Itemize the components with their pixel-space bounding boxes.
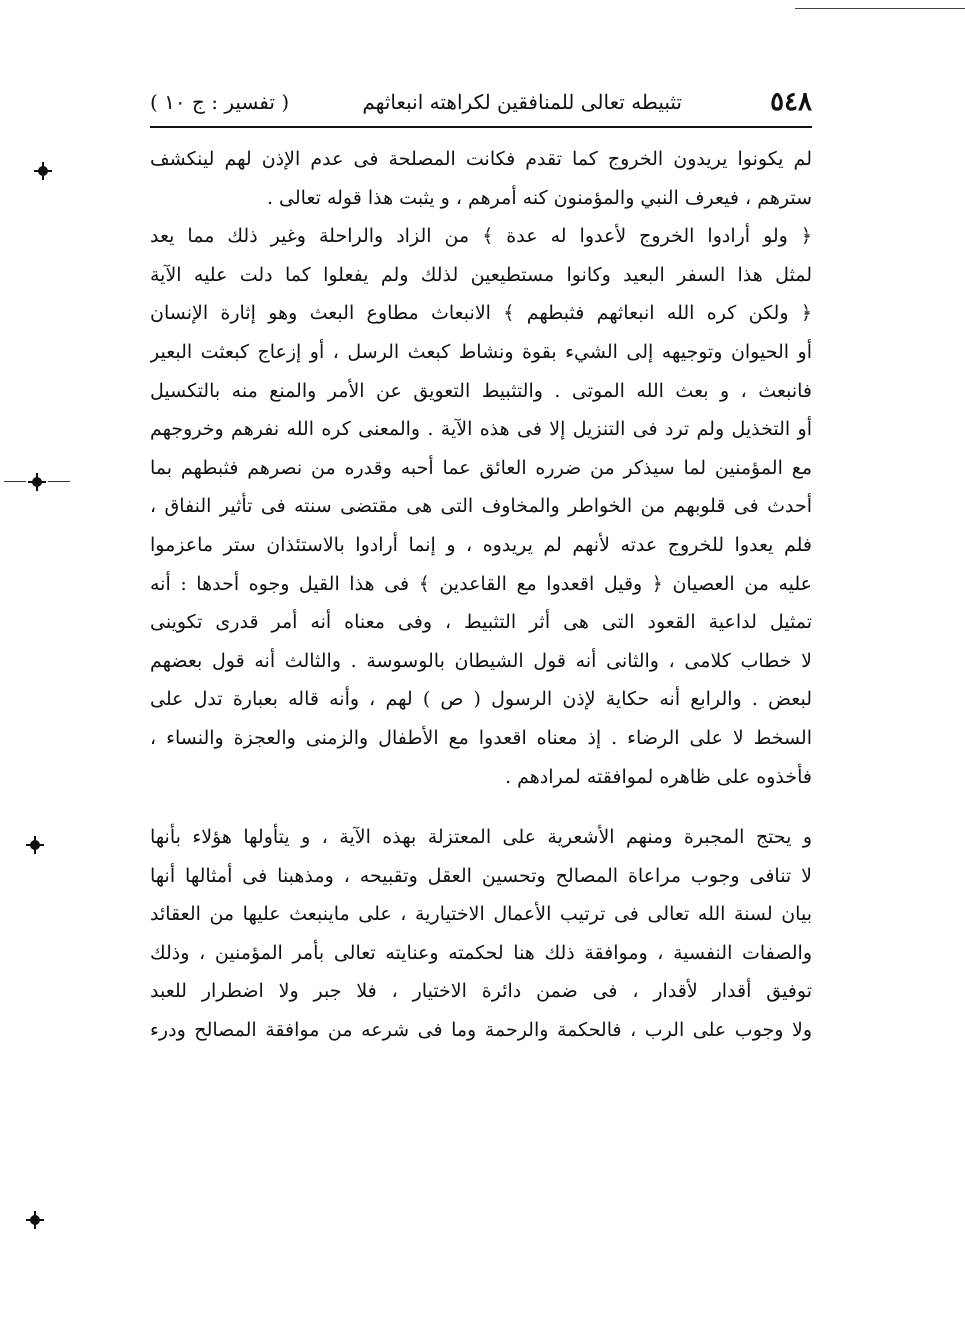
text-line: أحدث فى قلوبهم من الخواطر والمخاوف التى هى مقتضى سنته فى تأثير النفاق ،	[150, 495, 812, 518]
text-line: لبعض . والرابع أنه حكاية لإذن الرسول ( ص ) لهم ، وأنه قاله بعبارة تدل على	[150, 688, 812, 711]
text-line: السخط لا على الرضاء . إذ معناه اقعدوا مع الأطفال والزمنى والعجزة والنساء ،	[150, 726, 812, 749]
binding-hole-mark	[30, 840, 40, 850]
text-line: بيان لسنة الله تعالى فى ترتيب الأعمال الاختيارية ، على ماينبعث عليها من العقائد	[150, 903, 812, 926]
text-line: و يحتج المجبرة ومنهم الأشعرية على المعتزلة بهذه الآية ، و يتأولها هؤلاء بأنها	[150, 826, 812, 849]
text-line: أو التخذيل ولم ترد فى التنزيل إلا فى هذه الآية . والمعنى كره الله نفرهم وخروجهم	[150, 418, 812, 441]
text-line: عليه من العصيان ﴿ وقيل اقعدوا مع القاعدين ﴾ فى هذا القيل وجوه أحدها : أنه	[150, 572, 812, 595]
text-line: ﴿ ولو أرادوا الخروج لأعدوا له عدة ﴾ من الزاد والراحلة وغير ذلك مما يعد	[150, 225, 812, 248]
page-header	[150, 82, 812, 122]
text-line: أو الحيوان وتوجيهه إلى الشيء بقوة ونشاط كبعث الرسل ، أو إزعاج كبعثت البعير	[150, 340, 812, 363]
dash-mark	[4, 481, 26, 482]
binding-hole-mark	[32, 477, 42, 487]
text-line: والصفات النفسية ، وموافقة ذلك هنا لحكمته وعنايته تعالى بأمر المؤمنين ، وذلك	[150, 941, 812, 964]
text-line: لم يكونوا يريدون الخروج كما تقدم فكانت المصلحة فى عدم الإذن لهم لينكشف	[150, 148, 812, 170]
dash-mark	[48, 481, 70, 482]
volume-reference: ( تفسير : ج ١٠ )	[150, 90, 290, 114]
text-line: توفيق أقدار لأقدار ، فى ضمن دائرة الاختيار ، فلا جبر ولا اضطرار للعبد	[150, 980, 812, 1003]
top-rule	[795, 8, 965, 9]
page-number: ٥٤٨	[770, 87, 812, 117]
text-line: ﴿ ولكن كره الله انبعاثهم فثبطهم ﴾ الانبعاث مطاوع البعث وهو إثارة الإنسان	[150, 302, 812, 325]
text-line: فانبعث ، و بعث الله الموتى . والتثبيط التعويق عن الأمر والمنع منه بالتكسيل	[150, 379, 812, 402]
text-line: لا تنافى وجوب مراعاة المصالح وتحسين العقل وتقبيحه ، ومذهبنا فى أمثالها أنها	[150, 864, 812, 887]
text-line: مع المؤمنين لما سيذكر من ضرره العائق عما أحبه وقدره من نصرهم فثبطهم بما	[150, 456, 812, 479]
binding-hole-mark	[30, 1215, 40, 1225]
text-line: فلم يعدوا للخروج عدته لأنهم لم يريدوه ، و إنما أرادوا بالاستئذان ستر ماعزموا	[150, 533, 812, 556]
text-line: لا خطاب كلامى ، والثانى أنه قول الشيطان بالوسوسة . والثالث أنه قول بعضهم	[150, 649, 812, 672]
text-line: فأخذوه على ظاهره لموافقته لمرادهم .	[505, 765, 812, 788]
text-line: سترهم ، فيعرف النبي والمؤمنون كنه أمرهم ، و يثبت هذا قوله تعالى .	[266, 186, 812, 209]
running-title: تثبيطه تعالى للمنافقين لكراهته انبعاثهم	[362, 90, 682, 114]
text-line: لمثل هذا السفر البعيد وكانوا مستطيعين لذلك ولم يفعلوا كما دلت عليه الآية	[150, 263, 812, 286]
header-rule	[150, 126, 812, 128]
binding-hole-mark	[38, 166, 48, 176]
text-line: ولا وجوب على الرب ، فالحكمة والرحمة وما فى شرعه من موافقة المصالح ودرء	[150, 1019, 812, 1042]
text-line: تمثيل لداعية القعود التى هى أثر التثبيط ، وفى معناه أنه أمر قدرى تكوينى	[150, 611, 812, 634]
paragraph-gap	[150, 796, 812, 818]
body-text	[150, 140, 812, 1050]
